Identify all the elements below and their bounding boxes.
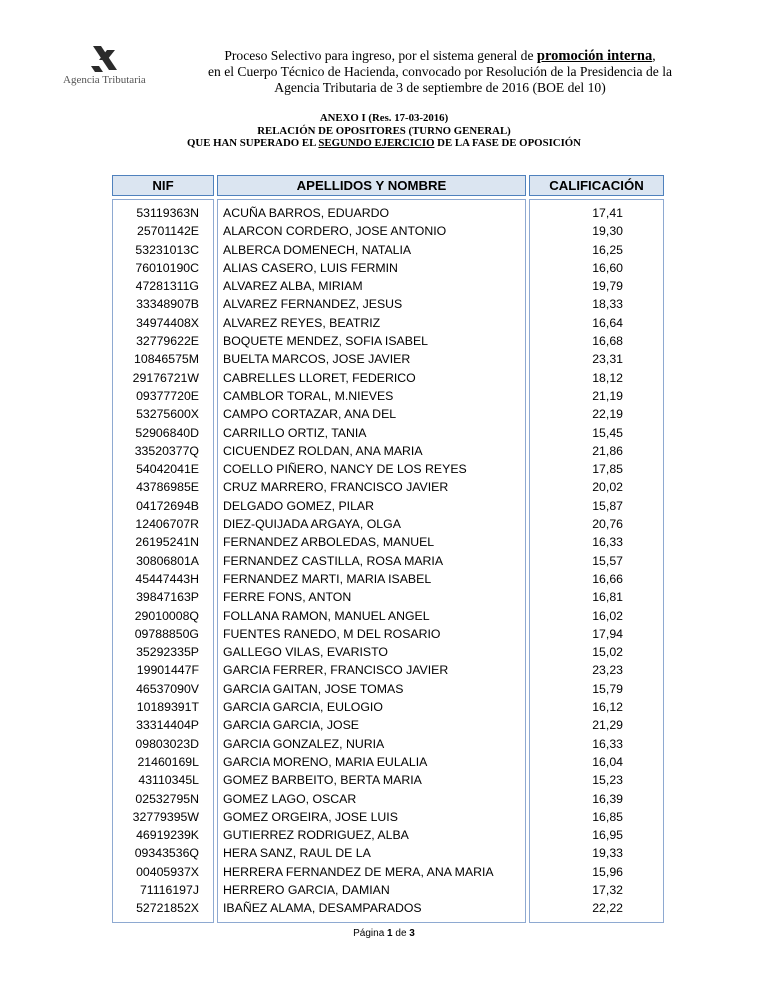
score-cell: 16,81: [592, 590, 623, 605]
score-cell: 20,02: [592, 480, 623, 495]
name-cell: HERRERO GARCIA, DAMIAN: [223, 882, 390, 897]
name-cell: GARCIA MORENO, MARIA EULALIA: [223, 754, 428, 769]
score-cell: 16,12: [592, 700, 623, 715]
name-cell: CAMBLOR TORAL, M.NIEVES: [223, 388, 394, 403]
nif-cell: 39847163P: [136, 590, 199, 605]
name-cell: GARCIA GARCIA, EULOGIO: [223, 700, 383, 715]
name-cell: GARCIA GARCIA, JOSE: [223, 718, 359, 733]
header-line-1: Proceso Selectivo para ingreso, por el sistema general de promoción interna,: [224, 48, 656, 64]
name-cell: ALVAREZ REYES, BEATRIZ: [223, 315, 381, 330]
name-cell: ALBERCA DOMENECH, NATALIA: [223, 242, 412, 257]
score-cell: 16,60: [592, 260, 623, 275]
nif-column: [112, 199, 214, 923]
score-cell: 15,79: [592, 681, 623, 696]
nif-cell: 09343536Q: [134, 846, 199, 861]
score-cell: 16,66: [592, 571, 623, 586]
header-line-2: en el Cuerpo Técnico de Hacienda, convocado por Resolución de la Presidencia de la: [207, 64, 673, 79]
nif-cell: 00405937X: [136, 864, 199, 879]
score-cell: 17,85: [592, 462, 623, 477]
nif-cell: 09377720E: [136, 388, 199, 403]
nif-cell: 30806801A: [136, 553, 199, 568]
nif-cell: 53119363N: [136, 206, 199, 220]
name-cell: BUELTA MARCOS, JOSE JAVIER: [223, 352, 411, 367]
score-cell: 16,68: [592, 334, 623, 349]
nif-cell: 19901447F: [136, 663, 199, 678]
name-cell: CABRELLES LLORET, FEDERICO: [223, 370, 416, 385]
name-cell: HERA SANZ, RAUL DE LA: [223, 846, 371, 861]
name-cell: ALIAS CASERO, LUIS FERMIN: [223, 260, 398, 275]
score-cell: 15,45: [592, 425, 623, 440]
nif-cell: 29176721W: [132, 370, 199, 385]
name-cell: GOMEZ BARBEITO, BERTA MARIA: [223, 773, 422, 788]
agency-name: Agencia Tributaria: [63, 74, 146, 86]
agency-logo: [63, 46, 163, 86]
score-cell: 16,33: [592, 535, 623, 550]
page-total: 3: [409, 928, 415, 939]
score-cell: 16,02: [592, 608, 623, 623]
nif-cell: 26195241N: [135, 535, 199, 550]
nif-cell: 53231013C: [135, 242, 199, 257]
score-cell: 15,87: [592, 498, 623, 513]
score-cell: 19,79: [592, 279, 623, 294]
name-cell: GUTIERREZ RODRIGUEZ, ALBA: [223, 828, 409, 843]
name-cell: FOLLANA RAMON, MANUEL ANGEL: [223, 608, 430, 623]
score-cell: 21,29: [592, 718, 623, 733]
name-cell: IBAÑEZ ALAMA, DESAMPARADOS: [223, 901, 422, 916]
nif-cell: 12406707R: [135, 517, 199, 532]
score-cell: 17,41: [592, 206, 623, 220]
page-footer: Página 1 de 3: [353, 928, 415, 939]
score-cell: 22,19: [592, 407, 623, 422]
nif-cell: 10846575M: [134, 352, 199, 367]
name-cell: DELGADO GOMEZ, PILAR: [223, 498, 375, 513]
agency-emblem-icon: [87, 46, 129, 72]
score-cell: 16,95: [592, 828, 623, 843]
nif-cell: 29010008Q: [134, 608, 199, 623]
score-cell: 16,04: [592, 754, 623, 769]
name-cell: FERNANDEZ CASTILLA, ROSA MARIA: [223, 553, 444, 568]
name-cell: GARCIA GAITAN, JOSE TOMAS: [223, 681, 404, 696]
nif-cell: 04172694B: [136, 498, 199, 513]
score-column: [529, 199, 664, 923]
nif-cell: 34974408X: [136, 315, 199, 330]
nif-cell: 52906840D: [135, 425, 199, 440]
score-cell: 16,33: [592, 736, 623, 751]
results-table: [109, 172, 667, 926]
score-cell: 17,94: [592, 626, 623, 641]
nif-cell: 10189391T: [136, 700, 199, 715]
name-cell: DIEZ-QUIJADA ARGAYA, OLGA: [223, 517, 401, 532]
nif-cell: 33348907B: [136, 297, 199, 312]
score-cell: 17,32: [592, 882, 623, 897]
annex-line-1: ANEXO I (Res. 17-03-2016): [319, 112, 449, 124]
header-nif: NIF: [112, 175, 214, 196]
name-cell: GARCIA GONZALEZ, NURIA: [223, 736, 385, 751]
nif-cell: 25701142E: [136, 224, 199, 239]
nif-cell: 71116197J: [139, 882, 199, 897]
name-cell: ALVAREZ FERNANDEZ, JESUS: [223, 297, 403, 312]
document-header: [180, 48, 700, 96]
name-cell: FERNANDEZ ARBOLEDAS, MANUEL: [223, 535, 435, 550]
nif-cell: 43786985E: [136, 480, 199, 495]
nif-cell: 32779622E: [136, 334, 199, 349]
nif-cell: 52721852X: [136, 901, 199, 916]
name-cell: FERRE FONS, ANTON: [223, 590, 352, 605]
score-cell: 22,22: [592, 901, 623, 916]
name-column: [217, 199, 526, 923]
nif-cell: 09803023D: [135, 736, 199, 751]
nif-cell: 46919239K: [136, 828, 199, 843]
nif-cell: 45447443H: [135, 571, 199, 586]
name-cell: CAMPO CORTAZAR, ANA DEL: [223, 407, 397, 422]
nif-cell: 33520377Q: [134, 443, 199, 458]
nif-cell: 33314404P: [136, 718, 199, 733]
name-cell: CICUENDEZ ROLDAN, ANA MARIA: [223, 443, 423, 458]
score-cell: 15,23: [592, 773, 623, 788]
name-cell: HERRERA FERNANDEZ DE MERA, ANA MARIA: [223, 864, 494, 879]
score-cell: 19,33: [592, 846, 623, 861]
header-name: APELLIDOS Y NOMBRE: [217, 175, 526, 196]
nif-cell: 47281311G: [135, 279, 199, 294]
name-cell: GALLEGO VILAS, EVARISTO: [223, 645, 388, 660]
name-cell: ACUÑA BARROS, EDUARDO: [223, 206, 390, 220]
score-cell: 15,57: [592, 553, 623, 568]
name-cell: COELLO PIÑERO, NANCY DE LOS REYES: [223, 462, 467, 477]
nif-cell: 09788850G: [134, 626, 199, 641]
score-cell: 15,96: [592, 864, 623, 879]
score-cell: 16,25: [592, 242, 623, 257]
annex-title: [0, 112, 768, 150]
name-cell: GARCIA FERRER, FRANCISCO JAVIER: [223, 663, 449, 678]
score-cell: 16,85: [592, 809, 623, 824]
annex-line-3: QUE HAN SUPERADO EL SEGUNDO EJERCICIO DE LA FASE DE OPOSICIÓN: [187, 137, 581, 149]
name-cell: ALVAREZ ALBA, MIRIAM: [223, 279, 363, 294]
score-cell: 16,39: [592, 791, 623, 806]
name-cell: GOMEZ ORGEIRA, JOSE LUIS: [223, 809, 398, 824]
name-cell: FUENTES RANEDO, M DEL ROSARIO: [223, 626, 441, 641]
nif-cell: 54042041E: [136, 462, 199, 477]
score-cell: 19,30: [592, 224, 623, 239]
score-cell: 18,33: [592, 297, 623, 312]
nif-cell: 32779395W: [132, 809, 199, 824]
score-cell: 21,86: [592, 443, 623, 458]
score-cell: 20,76: [592, 517, 623, 532]
score-cell: 15,02: [592, 645, 623, 660]
nif-cell: 46537090V: [136, 681, 199, 696]
page-number: 1: [387, 928, 393, 939]
nif-cell: 43110345L: [138, 773, 199, 788]
score-cell: 23,31: [592, 352, 623, 367]
name-cell: CARRILLO ORTIZ, TANIA: [223, 425, 367, 440]
score-cell: 18,12: [592, 370, 623, 385]
annex-line-2: RELACIÓN DE OPOSITORES (TURNO GENERAL): [257, 124, 511, 137]
header-line-3: Agencia Tributaria de 3 de septiembre de 2016 (BOE del 10): [274, 80, 606, 95]
header-score: CALIFICACIÓN: [529, 175, 664, 196]
score-cell: 23,23: [592, 663, 623, 678]
score-cell: 16,64: [592, 315, 623, 330]
score-cell: 21,19: [592, 388, 623, 403]
nif-cell: 02532795N: [135, 791, 199, 806]
name-cell: BOQUETE MENDEZ, SOFIA ISABEL: [223, 334, 428, 349]
nif-cell: 53275600X: [136, 407, 199, 422]
nif-cell: 21460169L: [137, 754, 199, 769]
nif-cell: 35292335P: [136, 645, 199, 660]
name-cell: CRUZ MARRERO, FRANCISCO JAVIER: [223, 480, 449, 495]
name-cell: GOMEZ LAGO, OSCAR: [223, 791, 357, 806]
name-cell: ALARCON CORDERO, JOSE ANTONIO: [223, 224, 447, 239]
nif-cell: 76010190C: [135, 260, 199, 275]
name-cell: FERNANDEZ MARTI, MARIA ISABEL: [223, 571, 432, 586]
header-highlight: promoción interna: [536, 48, 653, 64]
